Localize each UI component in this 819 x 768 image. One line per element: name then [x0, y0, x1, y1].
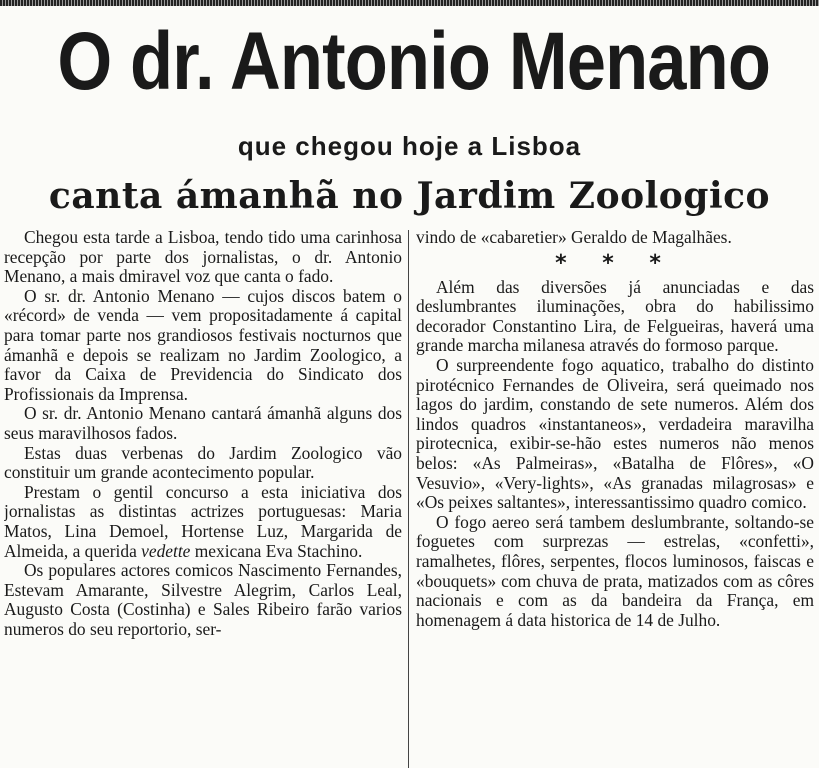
article-headline: O dr. Antonio Menano	[57, 16, 771, 107]
paragraph: Estas duas verbenas do Jardim Zoologico vão constituir um grande acontecimento popular.	[4, 442, 402, 483]
italic-word: vedette	[141, 540, 191, 561]
paragraph	[4, 483, 402, 561]
paragraph: O sr. dr. Antonio Menano cantará ámanhã alguns dos seus maravilhosos fados.	[4, 403, 402, 443]
paragraph: O sr. dr. Antonio Menano — cujos discos batem o «récord» de venda — vem propositadamente á capital para tomar parte nos grandiosos festivais nocturnos que ámanhã e depois se realizam no Jardim Zoologico, a favor da Caixa de Previdencia do Sindicato dos Profissionais da Imprensa.	[4, 285, 402, 404]
paragraph-text: mexicana Eva Stachino.	[194, 540, 363, 561]
paragraph: Chegou esta tarde a Lisboa, tendo tido uma carinhosa recepção por parte dos jornalistas, o dr. Antonio Menano, a mais dmiravel voz que canta o fado.	[4, 228, 402, 287]
article-subheadline: que chegou hoje a Lisboa	[237, 131, 582, 161]
column-divider	[408, 230, 409, 768]
article-deck: canta ámanhã no Jardim Zoologico	[48, 175, 771, 217]
paragraph: O fogo aereo será tambem deslumbrante, soltando-se foguetes com surprezas — estrelas, «confetti», ramalhetes, flôres, serpentes, flocos luminosos, faiscas e «bouquets» com chuva de prata, matizados com as côres nacionais e com as da bandeira da França, em homenagem á data historica de 14 de Julho.	[416, 511, 814, 630]
left-column	[4, 228, 402, 768]
paragraph: vindo de «cabaretier» Geraldo de Magalhães.	[416, 228, 732, 247]
paragraph: O surpreendente fogo aquatico, trabalho do distinto pirotécnico Fernandes de Oliveira, será queimado nos lagos do jardim, constando de sete numeros. Além dos lindos quadros «instantaneos», verdadeira maravilha pirotecnica, exibir-se-hão estes numeros não menos belos: «As Palmeiras», «Batalha de Flôres», «O Vesuvio», «Very-lights», «As granadas milagrosas» e «Os peixes saltantes», interessantissimo quadro comico.	[416, 354, 814, 513]
paragraph: Além das diversões já anunciadas e das deslumbrantes iluminações, obra do habilissimo decorador Constantino Lira, de Felgueiras, haverá uma grande marcha milanesa através do formoso parque.	[416, 276, 814, 356]
paragraph-text: Prestam o gentil concurso a esta iniciativa dos jornalistas as distintas actrizes portuguesas: Maria Matos, Lina Demoel, Hortense Luz, Margarida de Almeida, a querida	[4, 481, 402, 561]
top-rule	[0, 0, 819, 6]
paragraph: Os populares actores comicos Nascimento Fernandes, Estevam Amarante, Silvestre Alegrim, Carlos Leal, Augusto Costa (Costinha) e Sales Ribeiro farão varios numeros do seu reportorio, ser-	[4, 560, 402, 639]
right-column	[416, 228, 814, 768]
section-separator: * * *	[555, 250, 675, 276]
